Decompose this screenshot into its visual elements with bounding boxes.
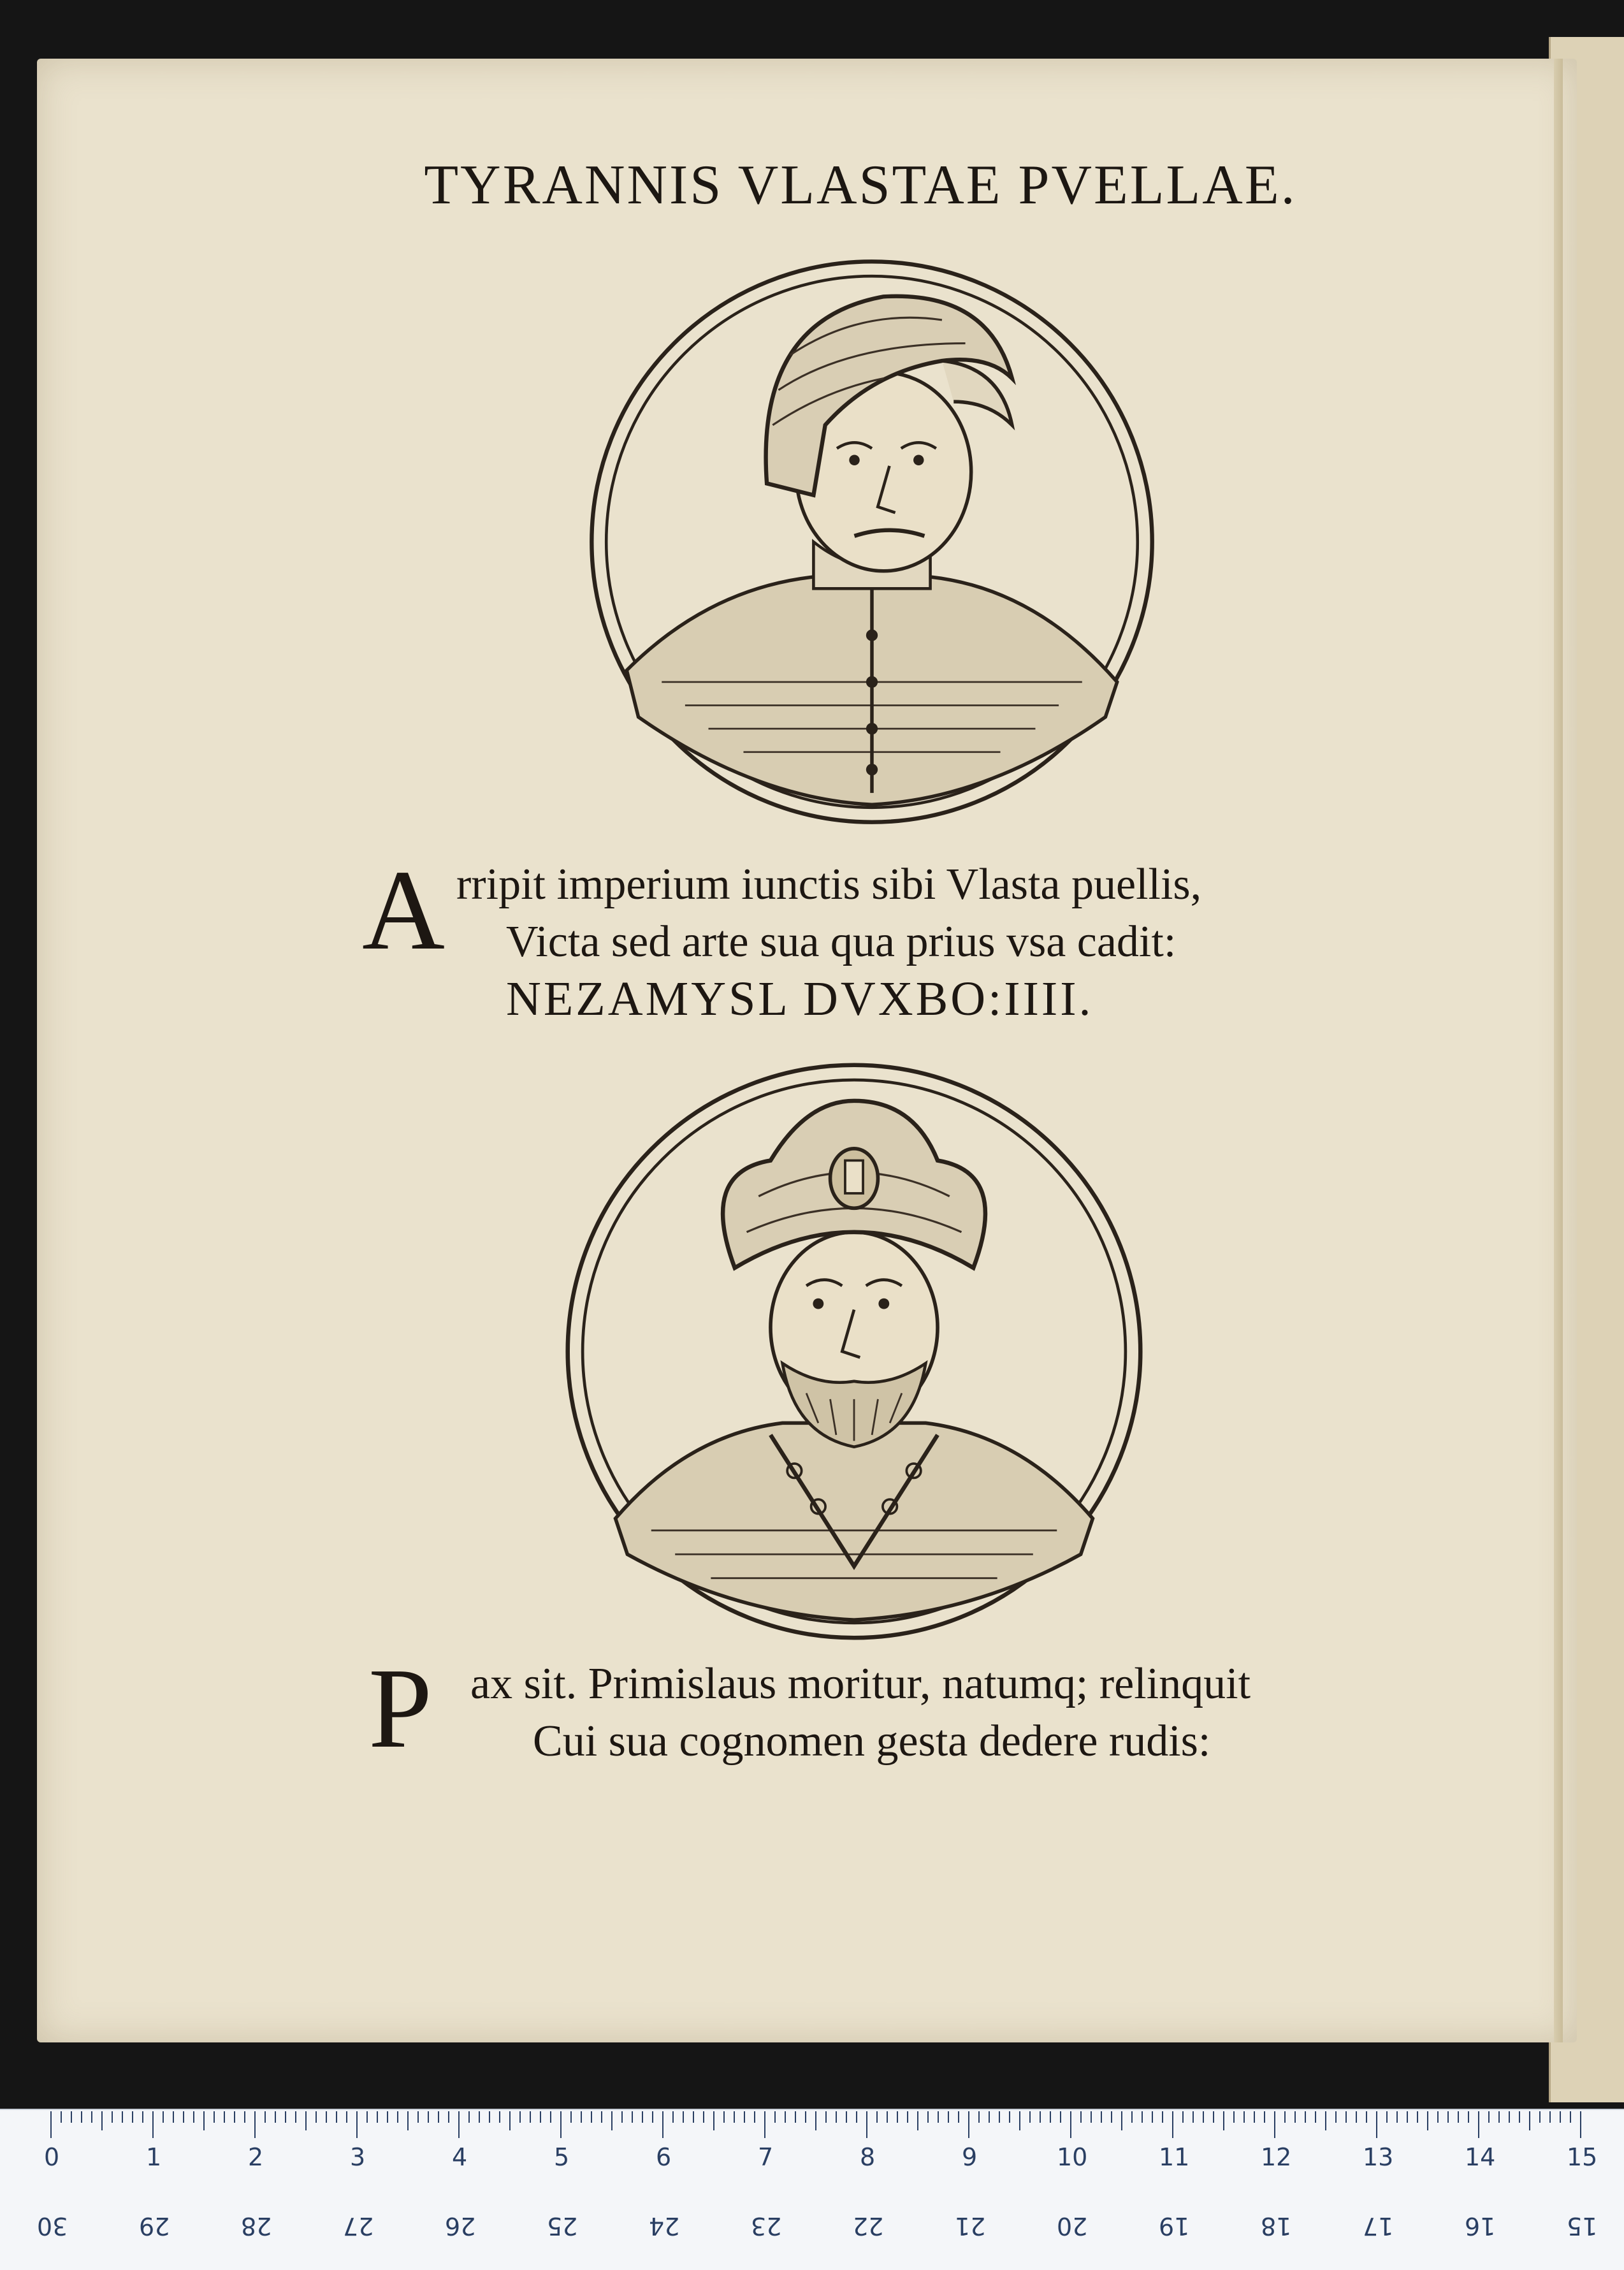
ruler-number: 2 — [248, 2143, 264, 2171]
ruler-number: 8 — [860, 2143, 876, 2171]
ruler-number: 14 — [1465, 2143, 1496, 2171]
ruler-number: 0 — [44, 2143, 60, 2171]
ruler-number: 7 — [758, 2143, 774, 2171]
ruler-number-inverted: 25 — [547, 2212, 578, 2240]
ruler-number: 15 — [1567, 2143, 1598, 2171]
ruler-number: 13 — [1363, 2143, 1394, 2171]
ruler-number-inverted: 29 — [139, 2212, 170, 2240]
ruler-number-inverted: 30 — [37, 2212, 68, 2240]
ruler-number-inverted: 15 — [1567, 2212, 1598, 2240]
ruler-number-inverted: 27 — [343, 2212, 374, 2240]
ruler-number: 9 — [962, 2143, 978, 2171]
ruler-number-inverted: 26 — [445, 2212, 476, 2240]
ruler-number: 10 — [1057, 2143, 1088, 2171]
ruler-number-inverted: 17 — [1363, 2212, 1394, 2240]
verse-line-2: Victa sed arte sua qua prius vsa cadit: — [506, 917, 1177, 966]
ruler-number-inverted: 23 — [751, 2212, 782, 2240]
woodcut-portrait-nezamysl — [556, 1053, 1152, 1650]
ruler-number: 11 — [1159, 2143, 1190, 2171]
page-title: TYRANNIS VLASTAE PVELLAE. — [424, 154, 1297, 216]
ruler-number: 12 — [1261, 2143, 1292, 2171]
ruler-number-inverted: 22 — [853, 2212, 884, 2240]
verse-line-1: rripit imperium iunctis sibi Vlasta puellis, — [456, 860, 1202, 909]
ruler-number: 1 — [146, 2143, 162, 2171]
ruler-number: 4 — [452, 2143, 468, 2171]
ruler-number: 5 — [554, 2143, 570, 2171]
drop-cap-p: P — [368, 1645, 433, 1772]
ruler-number-inverted: 19 — [1159, 2212, 1190, 2240]
ruler-number: 6 — [656, 2143, 672, 2171]
ruler-number-inverted: 21 — [955, 2212, 986, 2240]
section-heading: NEZAMYSL DVXBO:IIII. — [506, 972, 1094, 1026]
verse-line-3: ax sit. Primislaus moritur, natumq; relinquit — [470, 1659, 1251, 1708]
woodcut-portrait-vlasta — [580, 250, 1164, 834]
ruler-number-inverted: 20 — [1057, 2212, 1088, 2240]
portrait-medallion-nezamysl — [556, 1053, 1152, 1650]
page-gutter — [1554, 59, 1563, 2042]
ruler-number-inverted: 28 — [241, 2212, 272, 2240]
drop-cap-a: A — [362, 847, 445, 973]
ruler-number-inverted: 24 — [649, 2212, 680, 2240]
portrait-medallion-vlasta — [580, 250, 1164, 834]
ruler-number: 3 — [350, 2143, 366, 2171]
verse-line-4: Cui sua cognomen gesta dedere rudis: — [533, 1717, 1211, 1766]
ruler-number-inverted: 16 — [1465, 2212, 1496, 2240]
ruler-number-inverted: 18 — [1261, 2212, 1292, 2240]
